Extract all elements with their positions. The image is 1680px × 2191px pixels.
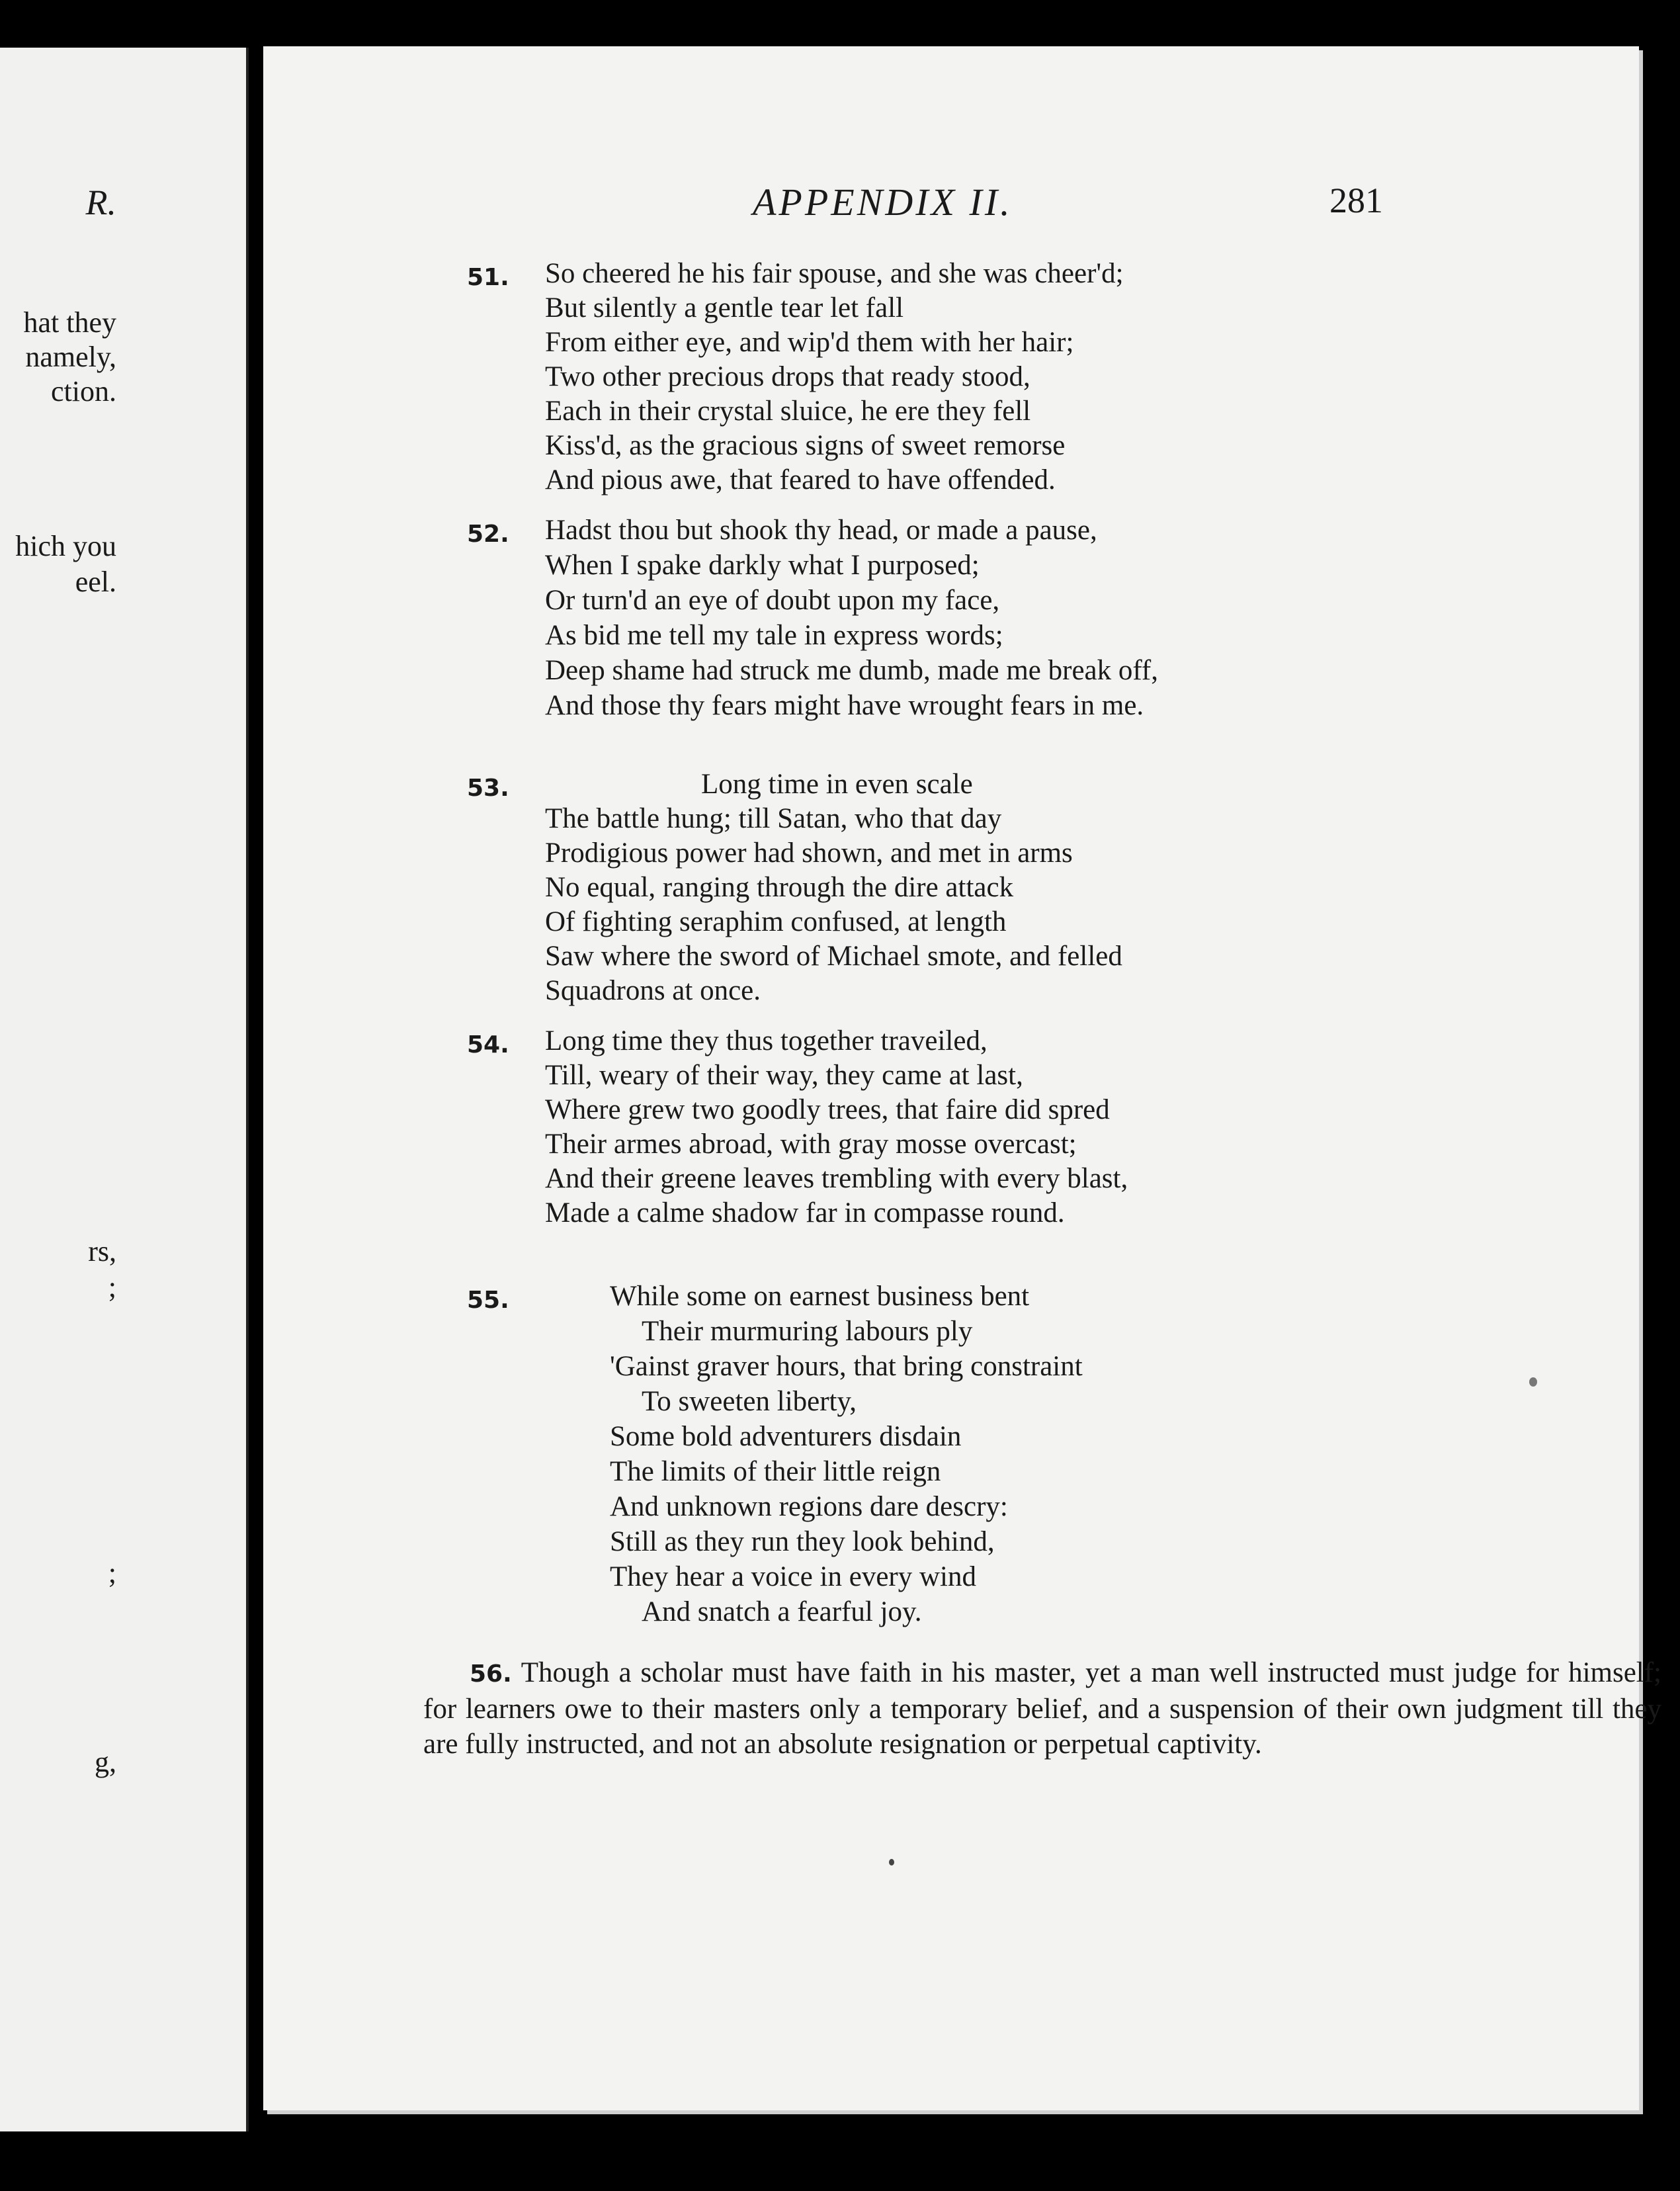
verse-line: Long time they thus together traveiled,	[545, 1025, 987, 1056]
left-page-line: eel.	[75, 566, 116, 598]
verse-line: So cheered he his fair spouse, and she was cheer'd;	[545, 258, 1124, 289]
prose-number: 56.	[470, 1660, 512, 1688]
verse-line: 'Gainst graver hours, that bring constraint	[610, 1351, 1083, 1382]
book-page	[263, 46, 1661, 2110]
left-page-line: ;	[108, 1271, 116, 1303]
left-page-line: rs,	[88, 1235, 116, 1267]
left-page-running-head: R.	[85, 183, 116, 222]
verse-line: And those thy fears might have wrought fears in me.	[545, 690, 1144, 721]
verse-line: When I spake darkly what I purposed;	[545, 550, 980, 581]
verse-line: Hadst thou but shook thy head, or made a pause,	[545, 515, 1097, 546]
verse-line: Or turn'd an eye of doubt upon my face,	[545, 585, 1000, 616]
verse-line: And their greene leaves trembling with every blast,	[545, 1163, 1128, 1194]
left-page-line: ;	[108, 1557, 116, 1589]
left-page-line: hich you	[15, 530, 116, 562]
stanza-number: 51.	[467, 264, 509, 291]
stanza-number: 53.	[467, 775, 509, 802]
verse-line: Saw where the sword of Michael smote, and felled	[545, 941, 1122, 972]
verse-line: Deep shame had struck me dumb, made me break off,	[545, 655, 1158, 686]
verse-line: But silently a gentle tear let fall	[545, 292, 904, 323]
verse-line: Squadrons at once.	[545, 975, 761, 1006]
verse-line: Each in their crystal sluice, he ere they fell	[545, 396, 1031, 427]
verse-line: Made a calme shadow far in compasse round.	[545, 1197, 1065, 1228]
verse-line: To sweeten liberty,	[642, 1386, 857, 1417]
verse-line: Till, weary of their way, they came at last,	[545, 1060, 1023, 1091]
verse-line: Their murmuring labours ply	[642, 1316, 973, 1347]
verse-line: The battle hung; till Satan, who that day	[545, 803, 1002, 834]
verse-line: Long time in even scale	[701, 769, 973, 800]
running-head	[263, 180, 1639, 233]
verse-line: And snatch a fearful joy.	[642, 1596, 922, 1627]
verse-line: Some bold adventurers disdain	[610, 1421, 962, 1452]
verse-line: While some on earnest business bent	[610, 1281, 1030, 1312]
verse-line: Where grew two goodly trees, that faire did spred	[545, 1094, 1110, 1125]
stanza-number: 52.	[467, 521, 509, 548]
verse-line: Kiss'd, as the gracious signs of sweet remorse	[545, 430, 1066, 461]
left-page-line: hat they	[23, 306, 116, 339]
verse-line: Their armes abroad, with gray mosse overcast;	[545, 1129, 1077, 1160]
verse-line: From either eye, and wip'd them with her hair;	[545, 327, 1074, 358]
verse-line: Two other precious drops that ready stood,	[545, 361, 1030, 392]
stanza-number: 54.	[467, 1031, 509, 1058]
verse-line: They hear a voice in every wind	[610, 1561, 976, 1592]
verse-line: Of fighting seraphim confused, at length	[545, 906, 1007, 937]
print-speck	[889, 1859, 894, 1866]
left-page-line: namely,	[25, 341, 116, 373]
left-page-line: ction.	[51, 375, 116, 408]
verse-line: As bid me tell my tale in express words;	[545, 620, 1003, 651]
verse-line: And unknown regions dare descry:	[610, 1491, 1008, 1522]
verse-line: Still as they run they look behind,	[610, 1526, 995, 1557]
left-facing-page	[0, 48, 249, 2131]
prose-text: Though a scholar must have faith in his master, yet a man well instructed must judge for himself; for learners owe to their masters only a temporary belief, and a suspension of their own judgment till they are fully instructed, and not an absolute resignation or perpetual captivity.	[423, 1657, 1661, 1760]
verse-line: The limits of their little reign	[610, 1456, 941, 1487]
verse-line: And pious awe, that feared to have offended.	[545, 464, 1056, 495]
stanza-number: 55.	[467, 1287, 509, 1314]
page-number: 281	[1329, 181, 1383, 220]
left-page-line: g,	[95, 1746, 116, 1778]
verse-line: Prodigious power had shown, and met in arms	[545, 838, 1073, 869]
verse-line: No equal, ranging through the dire attack	[545, 872, 1014, 903]
print-speck	[1529, 1377, 1537, 1387]
prose-56	[423, 1655, 1661, 1762]
page-title: APPENDIX II.	[753, 181, 1013, 224]
